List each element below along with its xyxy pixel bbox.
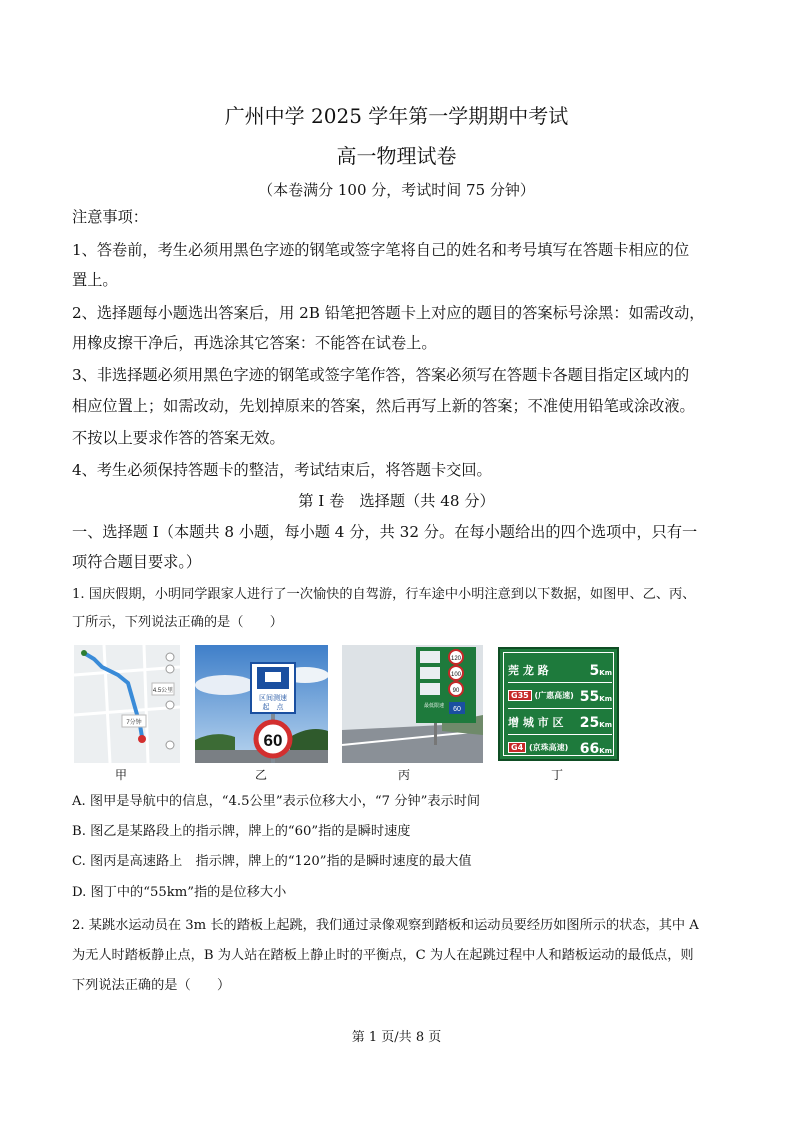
figure-ding-sign	[498, 647, 619, 761]
limit-value: 120	[450, 656, 462, 662]
q1-option-a: A. 图甲是导航中的信息，“4.5公里”表示位移大小，“7 分钟”表示时间	[72, 794, 481, 809]
sign-row-distance: 5	[589, 663, 600, 679]
part-instruction: 一、选择题 I（本题共 8 小题，每小题 4 分，共 32 分。在每小题给出的四个选项中，只有一	[72, 523, 698, 541]
sign-row-distance: 55	[579, 689, 600, 705]
sign-row-unit: Km	[599, 721, 612, 729]
q1-stem: 1. 国庆假期，小明同学跟家人进行了一次愉快的自驾游，行车途中小明注意到以下数据，如图甲、乙、丙、	[72, 587, 696, 602]
caption-ding: 丁	[550, 768, 563, 782]
sign-row-name: 增 城 市 区	[508, 715, 564, 729]
q2-stem: 下列说法正确的是（ ）	[72, 978, 231, 993]
sign-row	[508, 683, 612, 709]
speed-limit-value: 60	[263, 731, 283, 750]
limit-value: 90	[452, 688, 460, 694]
q2-stem: 2. 某跳水运动员在 3m 长的踏板上起跳，我们通过录像观察到踏板和运动员要经历如图所示的状态，其中 A	[72, 918, 699, 933]
exam-subtitle: 高一物理试卷	[336, 144, 457, 168]
notice-line: 4、考生必须保持答题卡的整洁，考试结束后，将答题卡交回。	[72, 461, 492, 479]
notice-line: 1、答卷前，考生必须用黑色字迹的钢笔或签字笔将自己的姓名和考号填写在答题卡相应的位	[72, 241, 690, 259]
figure-bing-photo	[342, 645, 483, 763]
notice-heading: 注意事项：	[72, 208, 148, 226]
notice-line: 不按以上要求作答的答案无效。	[72, 429, 285, 447]
map-label: 7分钟	[126, 720, 142, 726]
sign-row	[508, 735, 612, 760]
min-limit-value: 60	[453, 706, 461, 713]
q1-option-b: B. 图乙是某路段上的指示牌，牌上的“60”指的是瞬时速度	[72, 824, 411, 839]
q1-option-d: D. 图丁中的“55km”指的是位移大小	[72, 885, 287, 900]
sign-row-unit: Km	[599, 669, 612, 677]
sign-row-distance: 25	[579, 715, 600, 731]
sign-row	[508, 709, 612, 735]
notice-line: 2、选择题每小题选出答案后，用 2B 铅笔把答题卡上对应的题目的答案标号涂黑：如需改动，	[72, 304, 705, 322]
sign-row-unit: Km	[599, 695, 612, 703]
min-limit-label: 最低限速	[423, 703, 445, 709]
part-instruction: 项符合题目要求。）	[72, 553, 202, 571]
figure-jia-map	[74, 645, 180, 763]
sign-row-name: (广惠高速)	[534, 691, 574, 700]
sign-row-unit: Km	[599, 747, 612, 755]
sign-row-distance: 66	[579, 741, 600, 757]
exam-title: 广州中学 2025 学年第一学期期中考试	[224, 104, 569, 128]
section-title: 第 I 卷 选择题（共 48 分）	[298, 492, 495, 510]
limit-value: 100	[450, 672, 462, 678]
notice-line: 相应位置上；如需改动，先划掉原来的答案，然后再写上新的答案；不准使用铅笔或涂改液。	[72, 397, 695, 415]
caption-jia: 甲	[114, 768, 127, 782]
sign-row-tag: G4	[508, 742, 526, 753]
sign-row-tag: G35	[508, 690, 532, 701]
map-label: 4.5公里	[152, 688, 174, 694]
sign-row	[508, 657, 612, 683]
notice-line: 用橡皮擦干净后，再选涂其它答案：不能答在试卷上。	[72, 334, 437, 352]
notice-line: 置上。	[72, 271, 118, 289]
q2-stem: 为无人时踏板静止点，B 为人站在踏板上静止时的平衡点，C 为人在起跳过程中人和踏板运动的最低点，则	[72, 948, 694, 963]
sign-bottom-text: 起 点	[262, 703, 284, 711]
caption-bing: 丙	[397, 768, 410, 782]
sign-row-name: 莞 龙 路	[508, 663, 549, 677]
notice-line: 3、非选择题必须用黑色字迹的钢笔或签字笔作答，答案必须写在答题卡各题目指定区域内的	[72, 366, 690, 384]
caption-yi: 乙	[254, 768, 267, 782]
page-number: 第 1 页/共 8 页	[351, 1030, 442, 1045]
exam-note: （本卷满分 100 分，考试时间 75 分钟）	[258, 181, 535, 199]
q1-option-c: C. 图丙是高速路上 指示牌，牌上的“120”指的是瞬时速度的最大值	[72, 854, 472, 869]
q1-stem: 丁所示，下列说法正确的是（ ）	[72, 615, 283, 630]
sign-top-text: 区间测速	[259, 694, 287, 702]
sign-row-name: (京珠高速)	[528, 743, 569, 752]
figure-yi-photo	[195, 645, 328, 763]
